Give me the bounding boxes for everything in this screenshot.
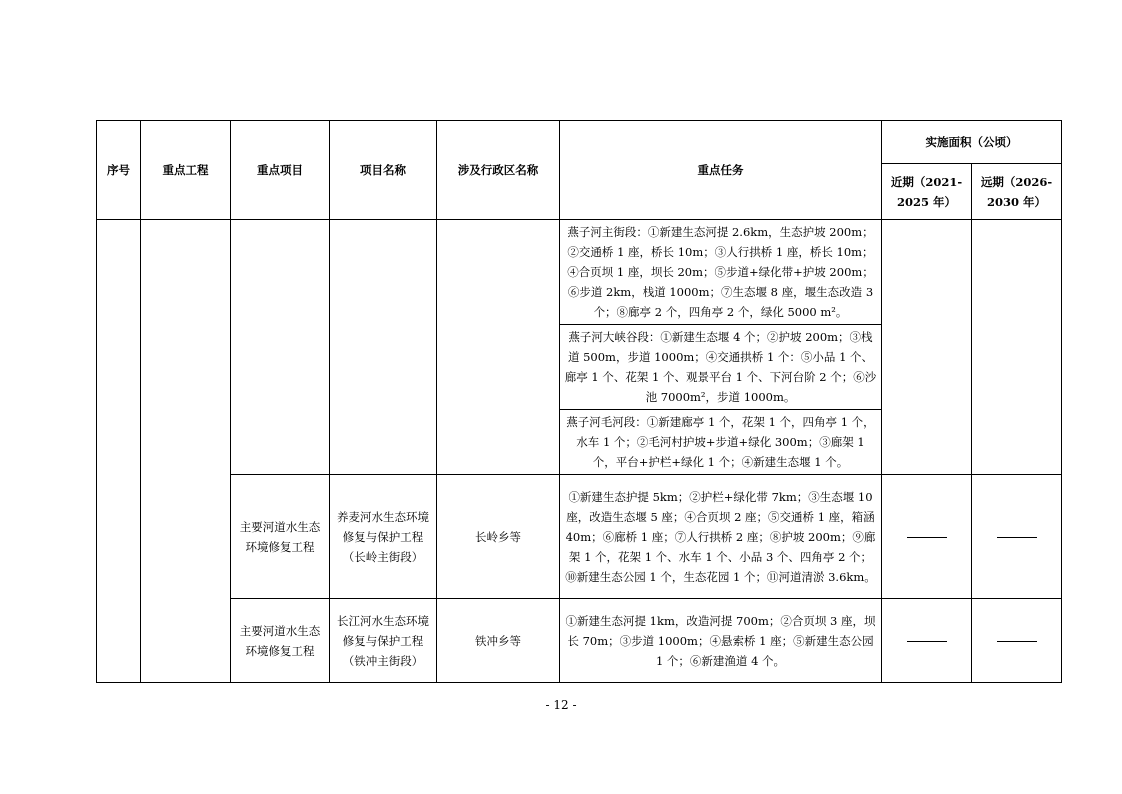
near-term-cell (882, 220, 972, 475)
table-row (97, 475, 1062, 599)
key-item-cell: 主要河道水生态环境修复工程 (231, 475, 330, 599)
dash-mark (997, 537, 1037, 538)
region-cell: 长岭乡等 (437, 475, 560, 599)
task-cell: 燕子河大峡谷段：①新建生态堰 4 个；②护坡 200m；③栈道 500m，步道 1000m；④交通拱桥 1 个：⑤小品 1 个、廊亭 1 个、花架 1 个、观景平台 1 个、下河台阶 2 个；⑥沙池 7000m²，步道 1000m。 (560, 325, 882, 410)
header-tasks: 重点任务 (560, 121, 882, 220)
region-cell (437, 220, 560, 475)
header-long-term: 远期（2026-2030 年） (972, 164, 1062, 220)
dash-mark (907, 537, 947, 538)
header-region: 涉及行政区名称 (437, 121, 560, 220)
long-term-cell (972, 220, 1062, 475)
header-near-term: 近期（2021-2025 年） (882, 164, 972, 220)
dash-mark (997, 641, 1037, 642)
task-cell: ①新建生态护提 5km；②护栏+绿化带 7km；③生态堰 10 座，改造生态堰 5 座；④合页坝 2 座；⑤交通桥 1 座，箱涵 40m；⑥廊桥 1 座；⑦人行拱桥 2 座；⑧护坡 200m；⑨廊架 1 个，花架 1 个、水车 1 个、小品 3 个、四角亭 2 个；⑩新建生态公园 1 个，生态花园 1 个；⑪河道清淤 3.6km。 (560, 475, 882, 599)
long-term-cell (972, 475, 1062, 599)
project-name-cell: 养麦河水生态环境修复与保护工程（长岭主街段） (330, 475, 437, 599)
header-row (97, 121, 1062, 164)
near-term-cell (882, 599, 972, 683)
near-term-cell (882, 475, 972, 599)
page-number: - 12 - (545, 698, 577, 712)
dash-mark (907, 641, 947, 642)
header-key-item: 重点项目 (231, 121, 330, 220)
table-row (97, 220, 1062, 325)
task-cell: 燕子河主街段：①新建生态河提 2.6km，生态护坡 200m；②交通桥 1 座，桥长 10m；③人行拱桥 1 座，桥长 10m；④合页坝 1 座，坝长 20m；⑤步道+绿化带+护坡 200m；⑥步道 2km，栈道 1000m；⑦生态堰 8 座，堰生态改造 3 个；⑧廊亭 2 个，四角亭 2 个，绿化 5000 m²。 (560, 220, 882, 325)
task-cell: 燕子河毛河段：①新建廊亭 1 个，花架 1 个，四角亭 1 个，水车 1 个；②毛河村护坡+步道+绿化 300m；③廊架 1 个，平台+护栏+绿化 1 个；④新建生态堰 1 个。 (560, 410, 882, 475)
header-project-name: 项目名称 (330, 121, 437, 220)
project-name-cell: 长江河水生态环境修复与保护工程（铁冲主街段） (330, 599, 437, 683)
table-row (97, 599, 1062, 683)
key-item-cell (231, 220, 330, 475)
long-term-cell (972, 599, 1062, 683)
region-cell: 铁冲乡等 (437, 599, 560, 683)
header-key-project: 重点工程 (141, 121, 231, 220)
header-index: 序号 (97, 121, 141, 220)
task-cell: ①新建生态河提 1km，改造河提 700m；②合页坝 3 座，坝长 70m；③步道 1000m；④悬索桥 1 座；⑤新建生态公园 1 个；⑥新建渔道 4 个。 (560, 599, 882, 683)
header-area-group: 实施面积（公顷） (882, 121, 1062, 164)
project-name-cell (330, 220, 437, 475)
project-table (96, 120, 1062, 683)
key-project-cell (141, 220, 231, 683)
index-cell (97, 220, 141, 683)
key-item-cell: 主要河道水生态环境修复工程 (231, 599, 330, 683)
